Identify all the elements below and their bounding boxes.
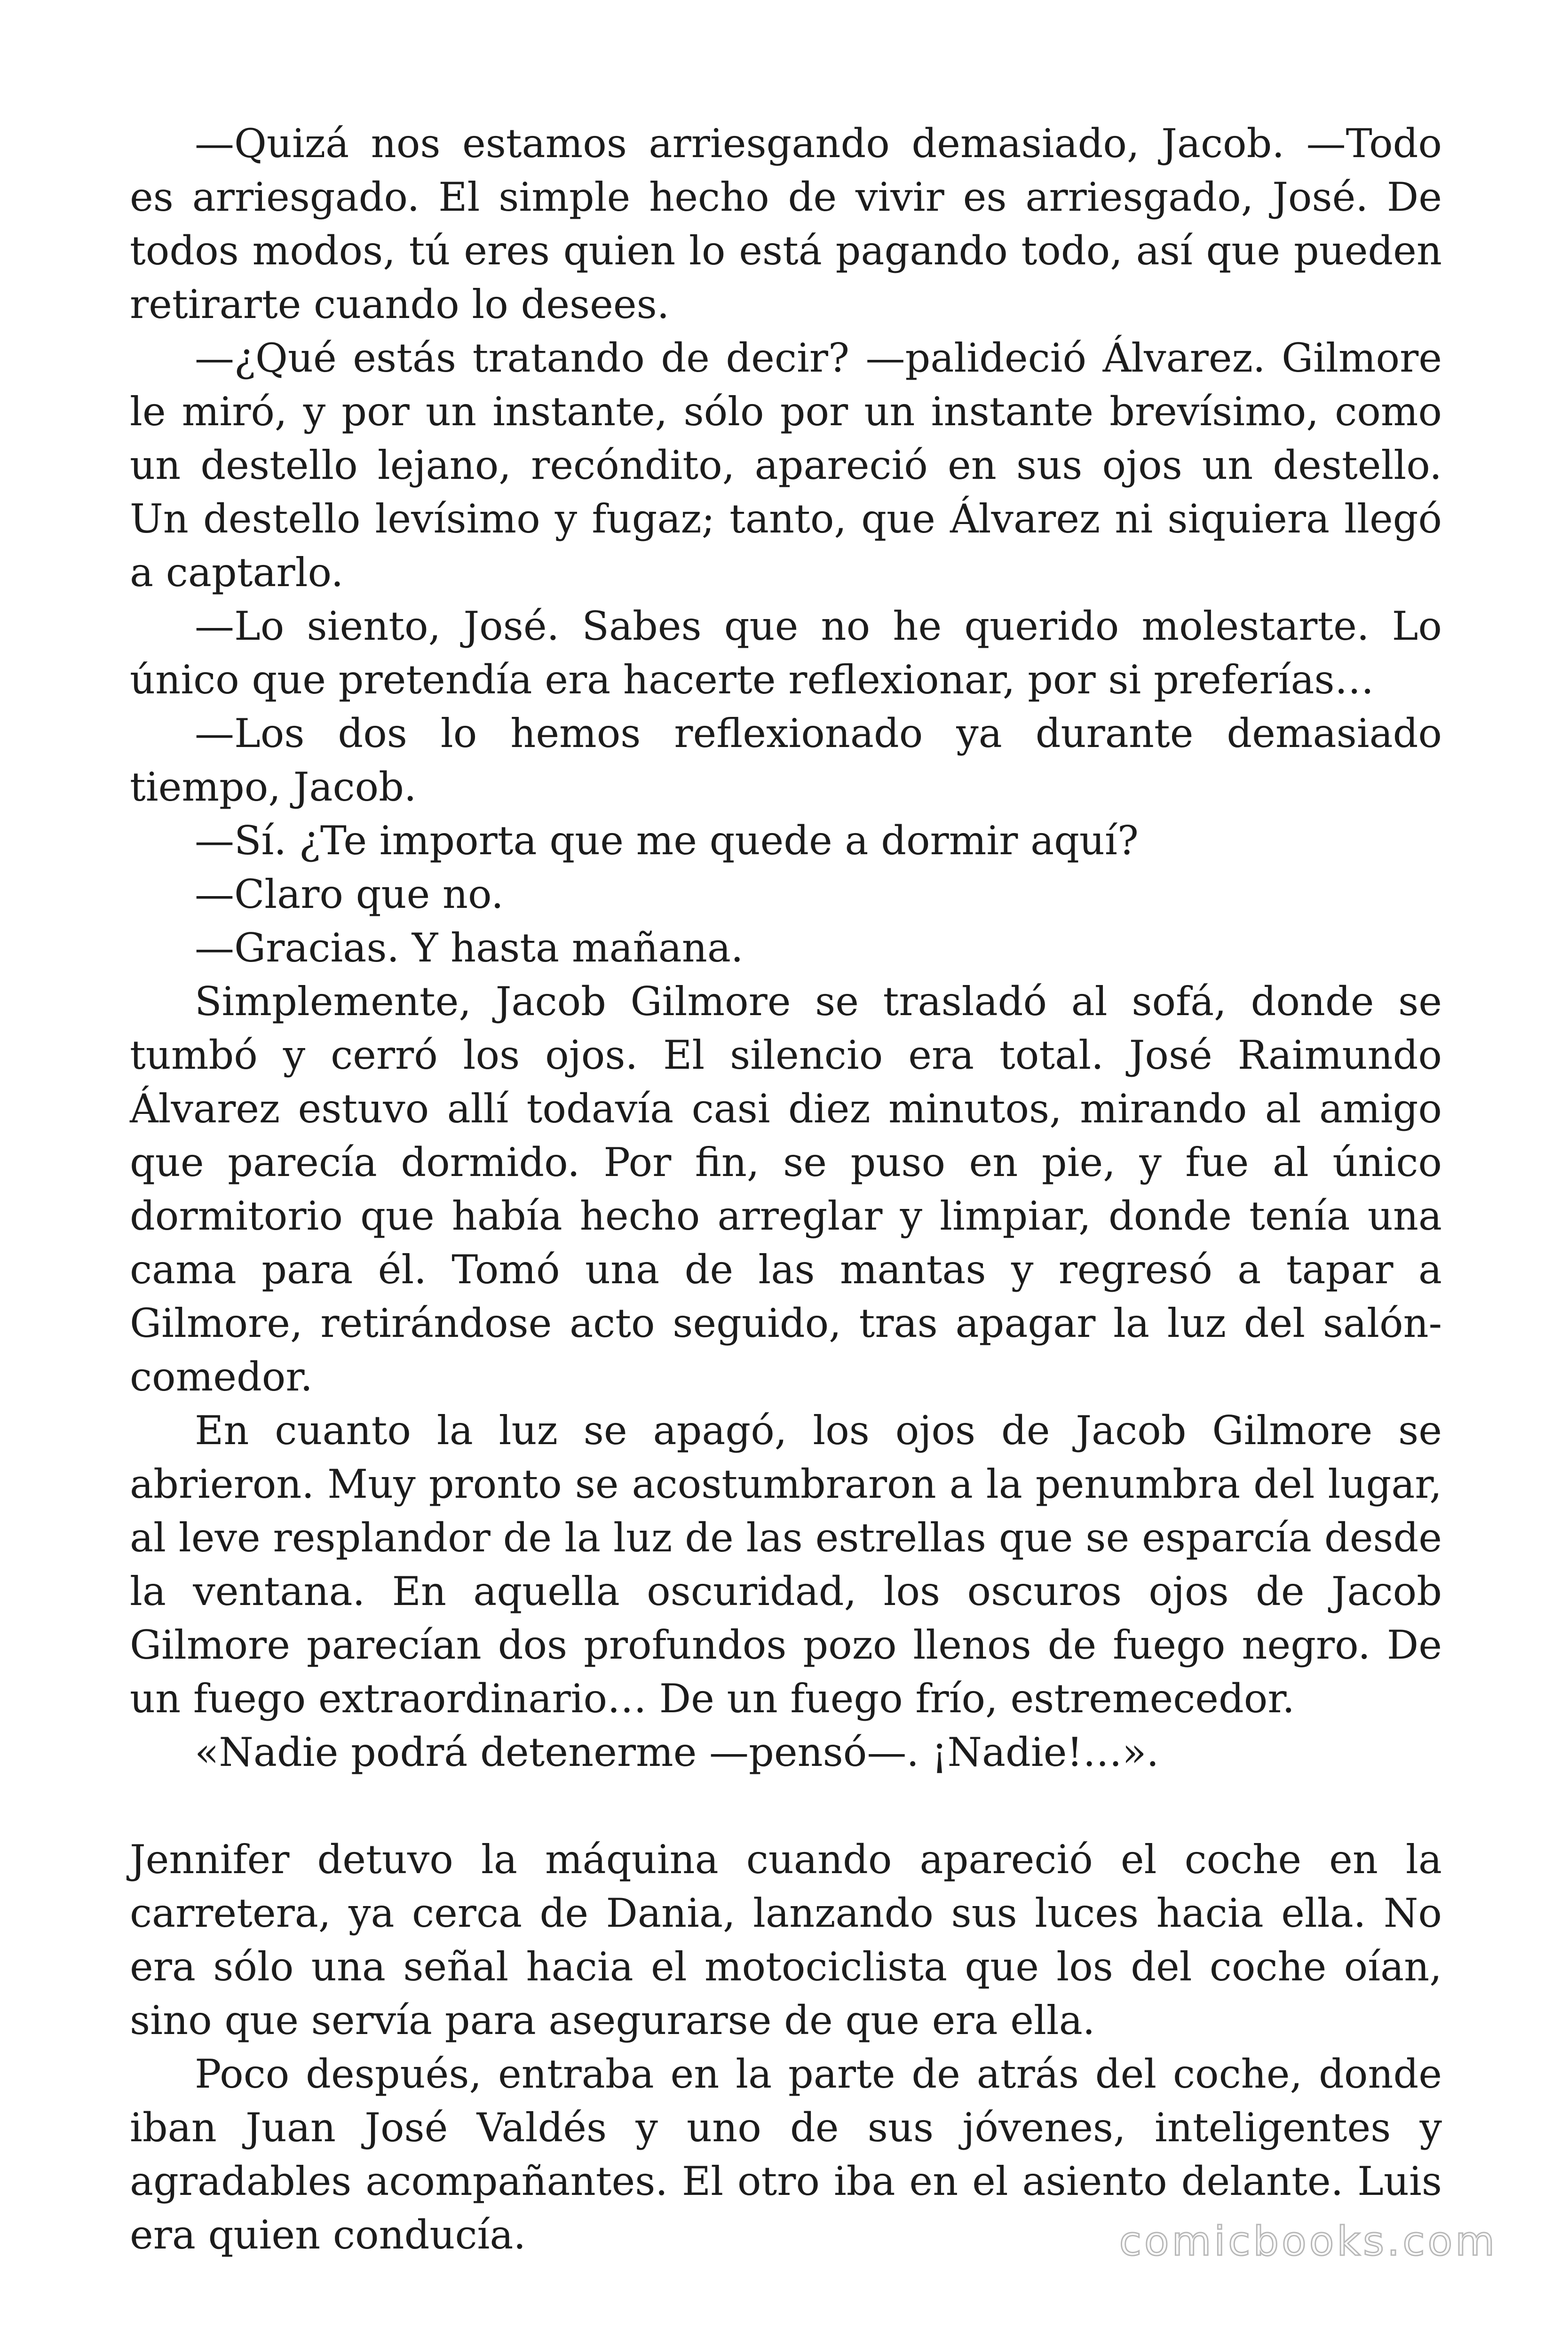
paragraph-dialogue-6: —Claro que no. — [195, 871, 504, 917]
paragraph-dialogue-4: —Los dos lo hemos reflexionado ya durante demasiado tiempo, Jacob. — [130, 710, 1442, 810]
paragraph-narration-3: Poco después, entraba en la parte de atrás del coche, donde iban Juan José Valdés y uno de sus jóvenes, inteligentes y agradables acompañantes. El otro iba en el asiento delante. Luis era quien conducía. — [130, 2051, 1442, 2258]
paragraph-dialogue-7: —Gracias. Y hasta mañana. — [195, 925, 744, 971]
paragraph-dialogue-1: —Quizá nos estamos arriesgando demasiado, Jacob. —Todo es arriesgado. El simple hecho de vivir es arriesgado, José. De todos modos, tú eres quien lo está pagando todo, así que pueden retirarte cuando lo desees. — [130, 120, 1442, 327]
section-break — [130, 1779, 1442, 1833]
paragraph-thought: «Nadie podrá detenerme —pensó—. ¡Nadie!…». — [195, 1729, 1159, 1775]
paragraph-dialogue-5: —Sí. ¿Te importa que me quede a dormir aquí? — [195, 818, 1139, 864]
watermark: comicbooks.com — [1119, 2218, 1497, 2265]
body-text — [130, 117, 1442, 2262]
paragraph-dialogue-2: —¿Qué estás tratando de decir? —palideció Álvarez. Gilmore le miró, y por un instante, sólo por un instante brevísimo, como un destello lejano, recóndito, apareció en sus ojos un destello. Un destello levísimo y fugaz; tanto, que Álvarez ni siquiera llegó a captarlo. — [130, 335, 1442, 596]
paragraph-dialogue-3: —Lo siento, José. Sabes que no he querido molestarte. Lo único que pretendía era hacerte reflexionar, por si preferías… — [130, 603, 1442, 703]
paragraph-section-opening: Jennifer detuvo la máquina cuando apareció el coche en la carretera, ya cerca de Dania, lanzando sus luces hacia ella. No era sólo una señal hacia el motociclista que los del coche oían, sino que servía para asegurarse de que era ella. — [130, 1836, 1442, 2043]
paragraph-narration-2: En cuanto la luz se apagó, los ojos de Jacob Gilmore se abrieron. Muy pronto se acostumbraron a la penumbra del lugar, al leve resplandor de la luz de las estrellas que se esparcía desde la ventana. En aquella oscuridad, los oscuros ojos de Jacob Gilmore parecían dos profundos pozo llenos de fuego negro. De un fuego extraordinario… De un fuego frío, estremecedor. — [130, 1407, 1442, 1722]
paragraph-narration-1: Simplemente, Jacob Gilmore se trasladó al sofá, donde se tumbó y cerró los ojos. El silencio era total. José Raimundo Álvarez estuvo allí todavía casi diez minutos, mirando al amigo que parecía dormido. Por fin, se puso en pie, y fue al único dormitorio que había hecho arreglar y limpiar, donde tenía una cama para él. Tomó una de las mantas y regresó a tapar a Gilmore, retirándose acto seguido, tras apagar la luz del salón-comedor. — [130, 978, 1442, 1400]
